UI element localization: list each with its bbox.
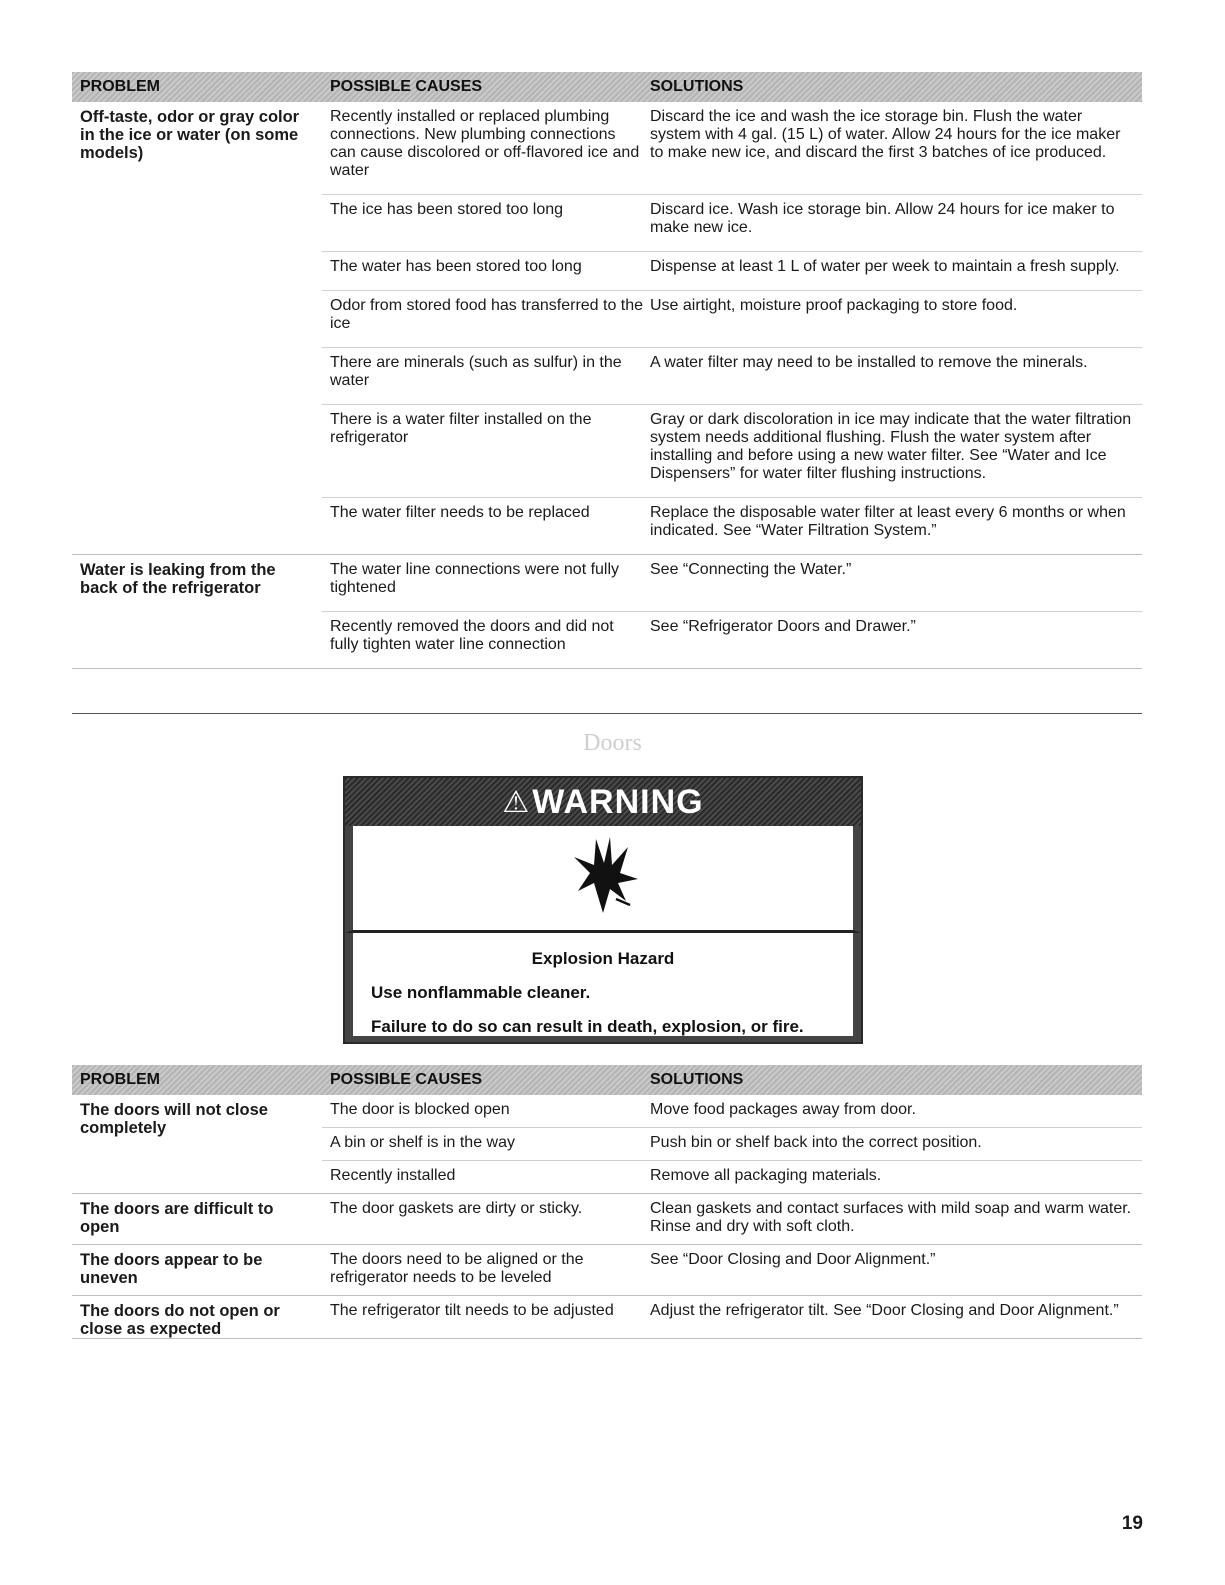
solution: Gray or dark discoloration in ice may indicate that the water filtration system needs additional flushing. Flush the water system after installing and before using a new water filter. See “Water and Ice Dispensers” for water filter flushing instructions. (650, 411, 1132, 482)
possible-cause: The water has been stored too long (330, 258, 582, 275)
solution: See “Door Closing and Door Alignment.” (650, 1251, 936, 1268)
problem-group (72, 1194, 1142, 1245)
solution: Replace the disposable water filter at least every 6 months or when indicated. See “Water Filtration System.” (650, 504, 1126, 539)
table-row (322, 252, 1142, 291)
warning-line-1: Use nonflammable cleaner. (371, 983, 591, 1002)
header-causes: POSSIBLE CAUSES (330, 78, 483, 95)
problem-label: The doors appear to be uneven (80, 1251, 263, 1287)
solution: Adjust the refrigerator tilt. See “Door Closing and Door Alignment.” (650, 1302, 1119, 1319)
warning-icon-area (345, 826, 861, 933)
problem-group (72, 1095, 1142, 1194)
solution: Move food packages away from door. (650, 1101, 916, 1118)
problem-group (72, 1245, 1142, 1296)
warning-header (345, 778, 861, 826)
possible-cause: The door gaskets are dirty or sticky. (330, 1200, 583, 1217)
possible-cause: The water filter needs to be replaced (330, 504, 590, 521)
solution: A water filter may need to be installed to remove the minerals. (650, 354, 1088, 371)
table-row (322, 555, 1142, 612)
problem-group (72, 1296, 1142, 1339)
possible-cause: There is a water filter installed on the refrigerator (330, 411, 592, 446)
possible-cause: Recently installed or replaced plumbing connections. New plumbing connections can cause discolored or off-flavored ice and water (330, 108, 640, 179)
section-title: Doors (583, 730, 642, 756)
problem-label: The doors will not close completely (80, 1101, 268, 1137)
possible-cause: The water line connections were not fully tightened (330, 561, 620, 596)
table-body (72, 1095, 1142, 1339)
solution: Push bin or shelf back into the correct position. (650, 1134, 982, 1151)
table-header (72, 72, 1142, 102)
possible-cause: The ice has been stored too long (330, 201, 564, 218)
possible-cause: The doors need to be aligned or the refrigerator needs to be leveled (330, 1251, 584, 1286)
troubleshooting-table-doors (72, 1065, 1142, 1339)
warning-body (345, 933, 861, 1042)
table-row (322, 1245, 1142, 1295)
warning-triangle-icon: ⚠ (502, 785, 531, 819)
problem-label: Off-taste, odor or gray color in the ice or water (on some models) (80, 108, 300, 162)
possible-cause: A bin or shelf is in the way (330, 1134, 515, 1151)
warning-box (343, 776, 863, 1044)
warning-signal-word: WARNING (532, 782, 704, 821)
possible-cause: The door is blocked open (330, 1101, 510, 1118)
possible-cause: Recently removed the doors and did not fully tighten water line connection (330, 618, 614, 653)
table-row (322, 1194, 1142, 1244)
solution: See “Connecting the Water.” (650, 561, 852, 578)
header-problem: PROBLEM (80, 1071, 160, 1088)
table-row (322, 102, 1142, 195)
table-row (322, 1296, 1142, 1328)
warning-hazard: Explosion Hazard (531, 949, 675, 968)
solution: Dispense at least 1 L of water per week to maintain a fresh supply. (650, 258, 1120, 275)
header-problem: PROBLEM (80, 78, 160, 95)
problem-group (72, 555, 1142, 669)
page-number: 19 (1121, 1513, 1143, 1534)
problem-label: The doors do not open or close as expected (80, 1302, 280, 1338)
header-solutions: SOLUTIONS (650, 78, 744, 95)
possible-cause: The refrigerator tilt needs to be adjusted (330, 1302, 614, 1319)
solution: Discard the ice and wash the ice storage bin. Flush the water system with 4 gal. (15 L) of water. Allow 24 hours for the ice maker to make new ice, and discard the first 3 batches of ice produced. (650, 108, 1121, 161)
table-body (72, 102, 1142, 669)
table-row (322, 498, 1142, 554)
solution: Use airtight, moisture proof packaging to store food. (650, 297, 1018, 314)
problem-group (72, 102, 1142, 555)
table-row (322, 1128, 1142, 1161)
warning-line-2: Failure to do so can result in death, explosion, or fire. (371, 1017, 804, 1036)
header-solutions: SOLUTIONS (650, 1071, 744, 1088)
solution: See “Refrigerator Doors and Drawer.” (650, 618, 916, 635)
table-row (322, 1161, 1142, 1193)
table-row (322, 291, 1142, 348)
possible-cause: Recently installed (330, 1167, 456, 1184)
table-row (322, 195, 1142, 252)
troubleshooting-table-ice-water (72, 72, 1142, 669)
solution: Remove all packaging materials. (650, 1167, 882, 1184)
solution: Clean gaskets and contact surfaces with mild soap and warm water. Rinse and dry with soft cloth. (650, 1200, 1132, 1235)
header-causes: POSSIBLE CAUSES (330, 1071, 483, 1088)
explosion-icon (558, 833, 648, 923)
solution: Discard ice. Wash ice storage bin. Allow 24 hours for ice maker to make new ice. (650, 201, 1115, 236)
table-header (72, 1065, 1142, 1095)
section-divider (72, 713, 1142, 714)
table-row (322, 405, 1142, 498)
table-row (322, 348, 1142, 405)
problem-label: The doors are difficult to open (80, 1200, 274, 1236)
possible-cause: Odor from stored food has transferred to the ice (330, 297, 644, 332)
table-row (322, 612, 1142, 668)
problem-label: Water is leaking from the back of the refrigerator (80, 561, 276, 597)
possible-cause: There are minerals (such as sulfur) in the water (330, 354, 622, 389)
table-row (322, 1095, 1142, 1128)
